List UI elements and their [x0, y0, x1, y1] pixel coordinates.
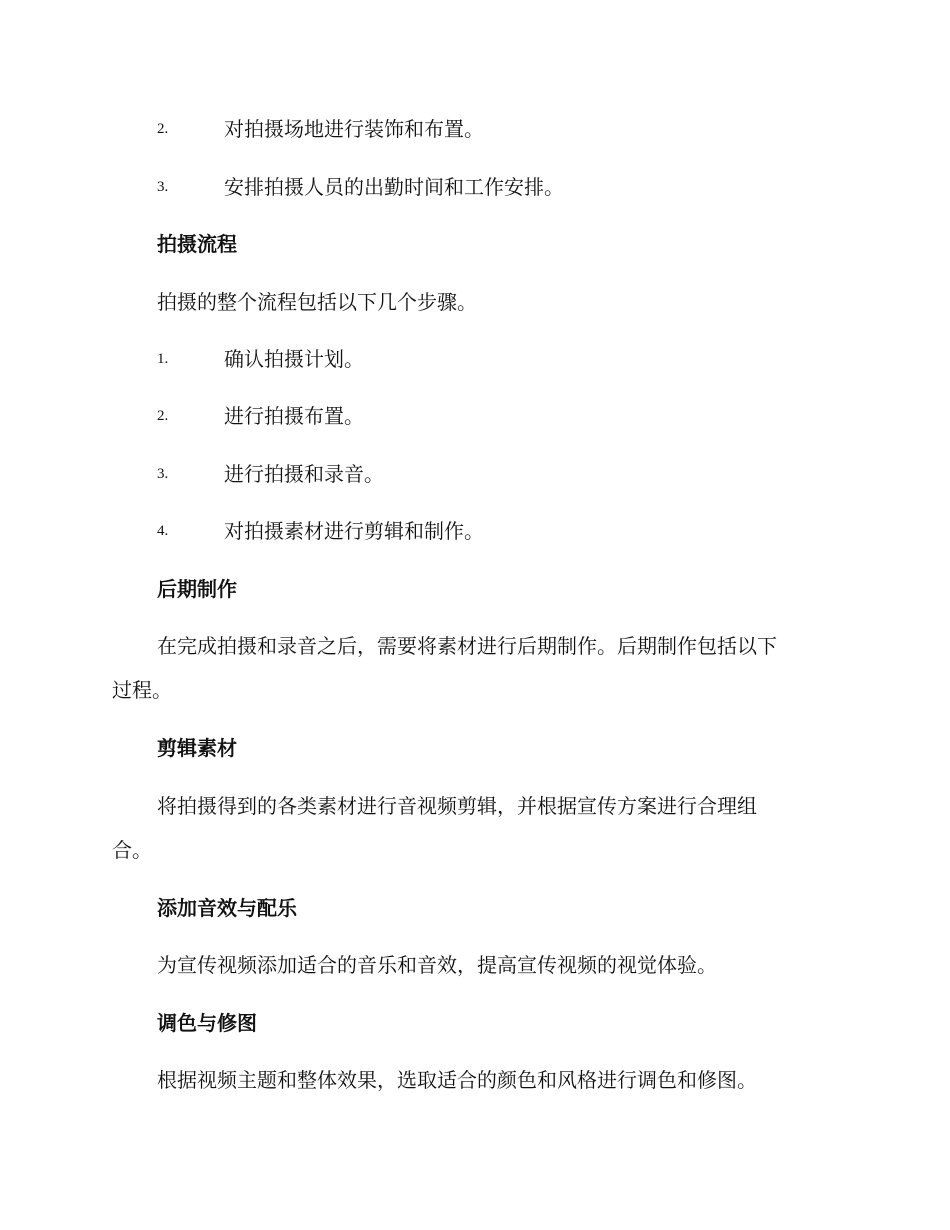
post-production-paragraph-line-1: 在完成拍摄和录音之后，需要将素材进行后期制作。后期制作包括以下: [157, 634, 777, 658]
post-production-paragraph-line-2: 过程。: [112, 678, 172, 702]
edit-footage-paragraph-line-1: 将拍摄得到的各类素材进行音视频剪辑，并根据宣传方案进行合理组: [157, 794, 757, 818]
section-heading-edit-footage: 剪辑素材: [157, 736, 237, 760]
edit-footage-paragraph-line-2: 合。: [112, 838, 152, 862]
list-item-number: 2.: [157, 121, 169, 137]
list-item-text: 进行拍摄布置。: [224, 404, 364, 428]
list-item-text: 对拍摄素材进行剪辑和制作。: [224, 519, 484, 543]
shooting-intro-paragraph: 拍摄的整个流程包括以下几个步骤。: [157, 290, 477, 314]
section-heading-color-grading: 调色与修图: [157, 1011, 257, 1035]
list-item-number: 2.: [157, 408, 169, 424]
list-item-text: 进行拍摄和录音。: [224, 462, 384, 486]
color-grading-paragraph: 根据视频主题和整体效果，选取适合的颜色和风格进行调色和修图。: [157, 1068, 757, 1092]
section-heading-post-production: 后期制作: [157, 577, 237, 601]
list-item-text: 安排拍摄人员的出勤时间和工作安排。: [224, 175, 564, 199]
list-item-number: 3.: [157, 466, 169, 482]
list-item-number: 4.: [157, 523, 169, 539]
section-heading-audio: 添加音效与配乐: [157, 896, 297, 920]
audio-paragraph: 为宣传视频添加适合的音乐和音效，提高宣传视频的视觉体验。: [157, 953, 717, 977]
list-item-number: 3.: [157, 179, 169, 195]
list-item-number: 1.: [157, 351, 169, 367]
list-item-text: 确认拍摄计划。: [224, 347, 364, 371]
list-item-text: 对拍摄场地进行装饰和布置。: [224, 117, 484, 141]
section-heading-shooting: 拍摄流程: [157, 232, 237, 256]
